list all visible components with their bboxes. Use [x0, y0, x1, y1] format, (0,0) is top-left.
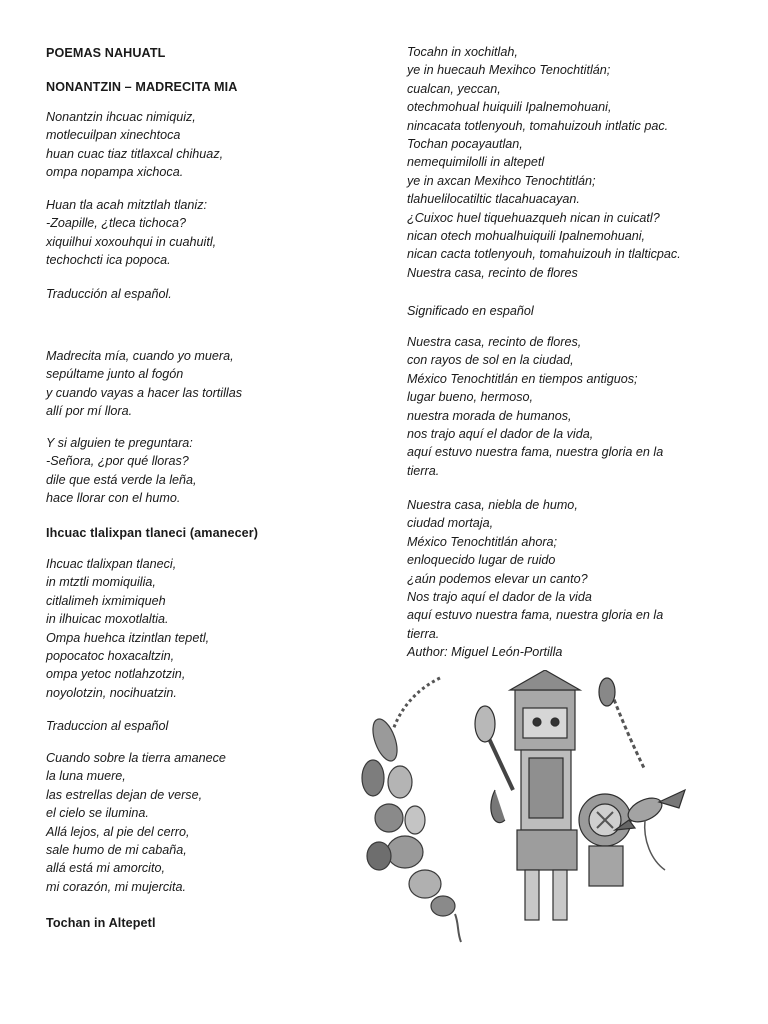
verse-line: Cuando sobre la tierra amanece: [46, 751, 226, 765]
verse-line: Madrecita mía, cuando yo muera,: [46, 349, 234, 363]
verse-line: Nuestra casa, niebla de humo,: [407, 498, 578, 512]
poem-heading-tochan: Tochan in Altepetl: [46, 916, 156, 930]
verse-line: México Tenochtitlán ahora;: [407, 534, 558, 549]
verse-line: Tocahn in xochitlah,: [407, 45, 518, 59]
poem-heading-amanecer: Ihcuac tlalixpan tlaneci (amanecer): [46, 526, 259, 540]
verse-line: citlalimeh ixmimiqueh: [46, 593, 166, 608]
stanza: [46, 749, 226, 896]
stanza: [407, 333, 663, 480]
verse-line: cualcan, yeccan,: [407, 81, 501, 96]
verse-line: hace llorar con el humo.: [46, 491, 181, 506]
verse-line: noyolotzin, nocihuatzin.: [46, 685, 177, 700]
verse-line: nican otech mohualhuiquili Ipalnemohuani,: [407, 229, 646, 244]
verse-line: ompa nopampa xichoca.: [46, 165, 184, 180]
verse-line: ¿Cuixoc huel tiquehuazqueh nican in cuicatl?: [407, 210, 660, 225]
translation-label-text: Traducción al español.: [46, 287, 172, 301]
verse-line: nemequimilolli in altepetl: [407, 155, 545, 170]
translation-label: [407, 302, 534, 320]
verse-line: ciudad mortaja,: [407, 516, 494, 531]
verse-line: y cuando vayas a hacer las tortillas: [46, 385, 243, 400]
verse-line: tierra.: [407, 463, 440, 478]
verse-line: motlecuilpan xinechtoca: [46, 128, 181, 143]
verse-line: el cielo se ilumina.: [46, 806, 149, 821]
poem-heading-nonantzin: NONANTZIN – MADRECITA MIA: [46, 80, 238, 94]
verse-line: -Zoapille, ¿tleca tichoca?: [46, 216, 186, 231]
verse-line: in ilhuicac moxotlaltia.: [46, 612, 169, 627]
shield-illustration: [579, 794, 631, 886]
verse-line: nican cacta totlenyouh, tomahuizouh in tlalticpac.: [407, 247, 681, 262]
verse-line: con rayos de sol en la ciudad,: [407, 353, 574, 368]
aztec-illustration: [345, 670, 723, 950]
stanza: [407, 43, 681, 282]
verse-line: la luna muere,: [46, 769, 126, 784]
translation-label: [46, 717, 168, 735]
verse-line: techochcti ica popoca.: [46, 253, 171, 268]
verse-line: Y si alguien te preguntara:: [46, 436, 193, 450]
verse-line: mi corazón, mi mujercita.: [46, 879, 186, 894]
verse-line: nos trajo aquí el dador de la vida,: [407, 427, 594, 442]
verse-line: tlahuelilocatiltic tlacahuacayan.: [407, 192, 580, 207]
verse-line: enloquecido lugar de ruido: [407, 553, 556, 568]
verse-line: Huan tla acah mitztlah tlaniz:: [46, 198, 208, 212]
verse-line: ye in axcan Mexihco Tenochtitlán;: [407, 173, 596, 188]
stanza: [46, 108, 223, 182]
verse-line: in mtztli momiquilia,: [46, 575, 156, 590]
verse-line: popocatoc hoxacaltzin,: [46, 649, 175, 664]
verse-line: Nuestra casa, recinto de flores,: [407, 335, 582, 349]
stanza: [46, 434, 197, 508]
verse-line: México Tenochtitlán en tiempos antiguos;: [407, 371, 638, 386]
stanza: [407, 496, 663, 662]
author-credit: Author: Miguel León-Portilla: [407, 645, 563, 660]
document-title: POEMAS NAHUATL: [46, 46, 166, 60]
verse-line: las estrellas dejan de verse,: [46, 787, 203, 802]
verse-line: Ihcuac tlalixpan tlaneci,: [46, 557, 177, 571]
translation-label-text: Traduccion al español: [46, 719, 169, 733]
verse-line: ¿aún podemos elevar un canto?: [407, 571, 588, 586]
verse-line: aquí estuvo nuestra fama, nuestra gloria en la: [407, 445, 664, 460]
verse-line: tierra.: [407, 626, 440, 641]
aztec-warrior-illustration: [475, 670, 580, 920]
verse-line: Nuestra casa, recinto de flores: [407, 265, 578, 280]
verse-line: allí por mí llora.: [46, 404, 133, 419]
verse-line: sale humo de mi cabaña,: [46, 843, 187, 858]
verse-line: otechmohual huiquili Ipalnemohuani,: [407, 100, 612, 115]
verse-line: Nonantzin ihcuac nimiquiz,: [46, 110, 196, 124]
stanza: [46, 196, 216, 270]
translation-label-text: Significado en español: [407, 304, 534, 318]
verse-line: Nos trajo aquí el dador de la vida: [407, 590, 592, 605]
verse-line: Ompa huehca itzintlan tepetl,: [46, 630, 210, 645]
stanza: [46, 347, 242, 421]
stanza: [46, 555, 209, 702]
verse-line: sepúltame junto al fogón: [46, 367, 184, 382]
verse-line: nuestra morada de humanos,: [407, 408, 572, 423]
verse-line: lugar bueno, hermoso,: [407, 390, 534, 405]
translation-label: [46, 285, 172, 303]
verse-line: xiquilhui xoxouhqui in cuahuitl,: [46, 234, 217, 249]
verse-line: Tochan pocayautlan,: [407, 137, 523, 152]
verse-line: aquí estuvo nuestra fama, nuestra gloria en la: [407, 608, 664, 623]
verse-line: ye in huecauh Mexihco Tenochtitlán;: [407, 63, 611, 78]
verse-line: ompa yetoc notlahzotzin,: [46, 667, 186, 682]
verse-line: huan cuac tiaz titlaxcal chihuaz,: [46, 146, 224, 161]
verse-line: Allá lejos, al pie del cerro,: [46, 824, 190, 839]
verse-line: dile que está verde la leña,: [46, 472, 197, 487]
verse-line: -Señora, ¿por qué lloras?: [46, 454, 189, 469]
verse-line: allá está mi amorcito,: [46, 861, 165, 876]
flower-garland-illustration: [362, 678, 461, 942]
verse-line: nincacata totlenyouh, tomahuizouh intlatic pac.: [407, 118, 669, 133]
